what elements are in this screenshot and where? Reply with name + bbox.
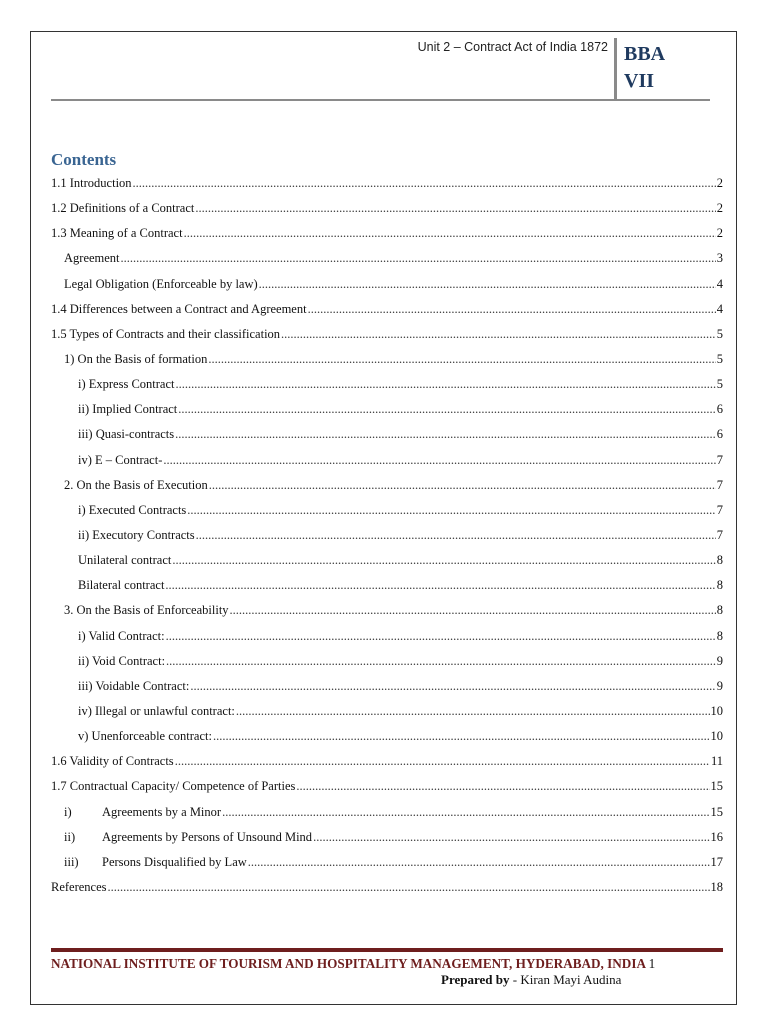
toc-entry[interactable] (51, 525, 723, 550)
toc-entry[interactable] (51, 475, 723, 500)
toc-dot-leader (222, 802, 709, 822)
toc-dot-leader (248, 852, 710, 872)
toc-entry-label: 1.4 Differences between a Contract and Agreement (51, 301, 307, 316)
toc-entry-page: 11 (710, 754, 723, 769)
toc-entry[interactable] (51, 550, 723, 575)
toc-dot-leader (166, 626, 716, 646)
toc-entry[interactable] (51, 399, 723, 424)
footer-prepared-by (441, 972, 621, 988)
toc-entry-label: ii) Void Contract: (78, 653, 166, 668)
toc-entry-page: 8 (716, 603, 723, 618)
header-unit-title: Unit 2 – Contract Act of India 1872 (417, 40, 608, 54)
toc-entry[interactable] (51, 450, 723, 475)
toc-entry-page: 7 (716, 502, 723, 517)
toc-dot-leader (308, 299, 716, 319)
toc-entry[interactable] (51, 651, 723, 676)
toc-entry[interactable] (51, 575, 723, 600)
toc-entry[interactable] (51, 374, 723, 399)
toc-entry[interactable] (51, 299, 723, 324)
toc-entry-page: 9 (716, 678, 723, 693)
toc-dot-leader (259, 274, 716, 294)
table-of-contents (51, 173, 723, 902)
toc-entry-page: 4 (716, 301, 723, 316)
toc-dot-leader (187, 500, 715, 520)
toc-entry-label (64, 852, 247, 872)
toc-entry-text: Agreements by Persons of Unsound Mind (102, 829, 313, 844)
toc-entry-page: 9 (716, 653, 723, 668)
toc-entry-label: Legal Obligation (Enforceable by law) (64, 276, 258, 291)
toc-entry[interactable] (51, 877, 723, 902)
toc-dot-leader (195, 198, 715, 218)
toc-entry-page: 2 (716, 226, 723, 241)
toc-dot-leader (190, 676, 715, 696)
footer-institute-name: NATIONAL INSTITUTE OF TOURISM AND HOSPITALITY MANAGEMENT, HYDERABAD, INDIA (51, 956, 646, 971)
toc-entry-label: i) Valid Contract: (78, 628, 165, 643)
prepared-by-separator: - (509, 972, 521, 987)
toc-dot-leader (165, 575, 715, 595)
toc-entry[interactable] (51, 248, 723, 273)
toc-dot-leader (163, 450, 715, 470)
toc-entry[interactable] (51, 223, 723, 248)
toc-entry-page: 2 (716, 201, 723, 216)
toc-dot-leader (296, 776, 709, 796)
prepared-by-name: Kiran Mayi Audina (520, 972, 622, 987)
toc-entry[interactable] (51, 500, 723, 525)
toc-entry-page: 10 (710, 729, 723, 744)
toc-entry-label (64, 802, 221, 822)
toc-dot-leader (313, 827, 709, 847)
toc-entry[interactable] (51, 424, 723, 449)
toc-entry-label: i) Executed Contracts (78, 502, 187, 517)
toc-entry-label: ii) Implied Contract (78, 402, 178, 417)
header-rule (51, 99, 710, 101)
toc-entry-label: Agreement (64, 251, 120, 266)
toc-dot-leader (281, 324, 716, 344)
toc-entry[interactable] (51, 173, 723, 198)
toc-entry-label: ii) Executory Contracts (78, 527, 195, 542)
toc-entry-page: 2 (716, 176, 723, 190)
toc-dot-leader (176, 374, 716, 394)
toc-entry-label: v) Unenforceable contract: (78, 729, 212, 744)
toc-entry-page: 10 (710, 703, 723, 718)
toc-entry[interactable] (51, 324, 723, 349)
toc-entry[interactable] (51, 198, 723, 223)
toc-entry-label: iii) Voidable Contract: (78, 678, 190, 693)
toc-entry-label: 1.7 Contractual Capacity/ Competence of Parties (51, 779, 296, 794)
toc-entry-text: Persons Disqualified by Law (102, 854, 247, 869)
footer-institute (51, 956, 655, 972)
header-badge (624, 41, 665, 95)
toc-entry[interactable] (51, 676, 723, 701)
toc-entry-page: 5 (716, 326, 723, 341)
toc-entry-label: 3. On the Basis of Enforceability (64, 603, 229, 618)
toc-entry-page: 8 (716, 628, 723, 643)
toc-entry[interactable] (51, 852, 723, 877)
toc-dot-leader (184, 223, 716, 243)
toc-entry-text: Agreements by a Minor (102, 804, 222, 819)
toc-entry[interactable] (51, 626, 723, 651)
toc-entry-label: 1.6 Validity of Contracts (51, 754, 174, 769)
toc-dot-leader (230, 600, 716, 620)
toc-entry[interactable] (51, 349, 723, 374)
toc-entry-page: 7 (716, 527, 723, 542)
toc-entry-label: Unilateral contract (78, 553, 172, 568)
toc-entry[interactable] (51, 726, 723, 751)
toc-dot-leader (166, 651, 716, 671)
toc-entry-label: i) Express Contract (78, 377, 175, 392)
toc-entry-label: 1.1 Introduction (51, 176, 132, 190)
toc-dot-leader (175, 751, 710, 771)
toc-dot-leader (196, 525, 716, 545)
toc-entry-page: 17 (710, 854, 723, 869)
toc-entry-page: 6 (716, 402, 723, 417)
toc-entry-label: 1) On the Basis of formation (64, 351, 208, 366)
toc-entry-page: 3 (716, 251, 723, 266)
toc-entry-page: 15 (710, 779, 723, 794)
toc-dot-leader (178, 399, 715, 419)
footer-page-number: 1 (648, 956, 656, 971)
toc-dot-leader (208, 349, 715, 369)
toc-entry-page: 5 (716, 377, 723, 392)
toc-entry-page: 6 (716, 427, 723, 442)
toc-dot-leader (236, 701, 710, 721)
header-badge-line1: BBA (624, 43, 666, 65)
toc-entry-page: 4 (716, 276, 723, 291)
toc-entry-label: References (51, 879, 107, 894)
toc-dot-leader (121, 248, 716, 268)
toc-entry-page: 8 (716, 578, 723, 593)
toc-entry[interactable] (51, 274, 723, 299)
toc-entry-label: 1.2 Definitions of a Contract (51, 201, 195, 216)
toc-dot-leader (108, 877, 710, 897)
toc-entry-page: 8 (716, 553, 723, 568)
toc-entry-page: 7 (716, 452, 723, 467)
toc-entry-numeral: i) (64, 804, 72, 819)
toc-entry[interactable] (51, 600, 723, 625)
toc-title: Contents (51, 150, 117, 169)
toc-entry-label: iii) Quasi-contracts (78, 427, 175, 442)
toc-dot-leader (213, 726, 710, 746)
toc-entry[interactable] (51, 751, 723, 776)
toc-entry-numeral: ii) (64, 829, 76, 844)
toc-entry-label: iv) E – Contract- (78, 452, 163, 467)
toc-entry-numeral: iii) (64, 854, 79, 869)
toc-entry[interactable] (51, 802, 723, 827)
toc-dot-leader (172, 550, 715, 570)
toc-entry[interactable] (51, 776, 723, 801)
header-badge-line2: VII (624, 70, 655, 92)
toc-entry-label: 1.5 Types of Contracts and their classification (51, 326, 281, 341)
toc-dot-leader (209, 475, 716, 495)
toc-entry-label: Bilateral contract (78, 578, 165, 593)
prepared-by-label: Prepared by (441, 972, 510, 987)
toc-dot-leader (133, 173, 716, 193)
header-vertical-divider (614, 38, 617, 100)
toc-entry[interactable] (51, 701, 723, 726)
footer-rule (51, 948, 723, 952)
toc-entry-page: 16 (710, 829, 723, 844)
toc-entry-page: 5 (716, 351, 723, 366)
toc-entry-label: 2. On the Basis of Execution (64, 477, 208, 492)
toc-entry-page: 15 (710, 804, 723, 819)
toc-entry-page: 18 (710, 879, 723, 894)
toc-entry-label (64, 827, 312, 847)
toc-dot-leader (175, 424, 716, 444)
toc-entry-label: 1.3 Meaning of a Contract (51, 226, 183, 241)
toc-entry[interactable] (51, 827, 723, 852)
toc-entry-label: iv) Illegal or unlawful contract: (78, 703, 235, 718)
toc-entry-page: 7 (716, 477, 723, 492)
